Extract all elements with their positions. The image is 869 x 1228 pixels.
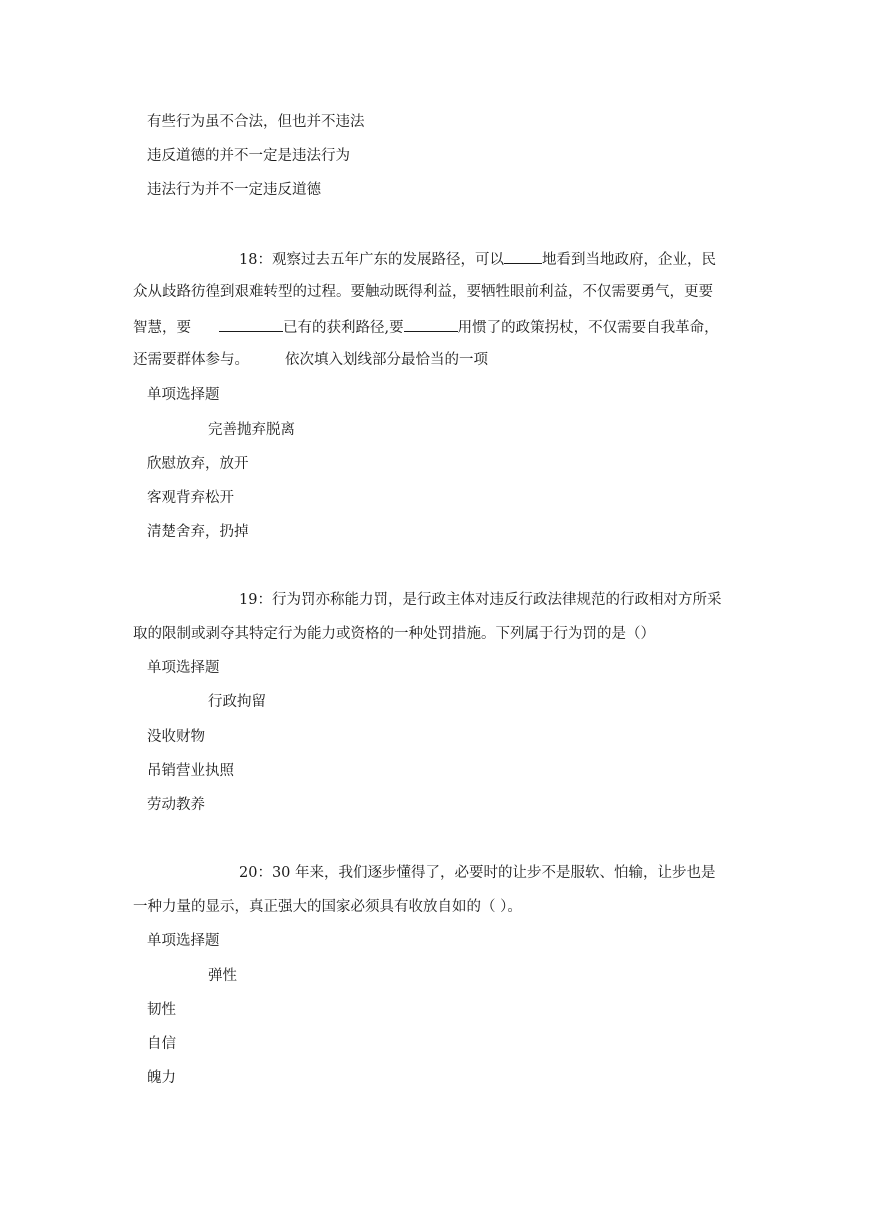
q18-stem-line-4 — [133, 350, 488, 370]
q18-question-type: 单项选择题 — [147, 387, 220, 403]
q19-option-a: 行政拘留 — [208, 694, 266, 710]
q20-option-c: 自信 — [147, 1036, 176, 1052]
q20-question-type: 单项选择题 — [147, 933, 220, 949]
q18-stem-line-2: 众从歧路彷徨到艰难转型的过程。要触动既得利益，要牺牲眼前利益，不仅需要勇气，更要 — [133, 284, 713, 300]
q18-blank-2 — [219, 316, 283, 332]
q18-stem-text: 智慧，要 — [133, 320, 191, 336]
q18-stem-line-3 — [133, 316, 739, 338]
q18-stem-text: 地看到当地政府，企业，民 — [541, 252, 716, 268]
q18-option-d: 清楚舍弃，扔掉 — [147, 524, 249, 540]
q20-stem-line-2: 一种力量的显示，真正强大的国家必须具有收放自如的（ ）。 — [133, 899, 522, 915]
prev-option-1: 有些行为虽不合法，但也并不违法 — [147, 114, 365, 130]
q18-stem-text: 18：观察过去五年广东的发展路径，可以 — [239, 252, 504, 268]
q18-stem-text: 用惯了的政策拐杖，不仅需要自我革命， — [457, 320, 719, 336]
q19-stem-line-2: 取的限制或剥夺其特定行为能力或资格的一种处罚措施。下列属于行为罚的是（） — [133, 626, 655, 642]
q19-option-b: 没收财物 — [147, 729, 205, 745]
q18-blank-3 — [404, 316, 458, 332]
q18-blank-1 — [504, 248, 542, 264]
q18-option-c: 客观背弃松开 — [147, 490, 234, 506]
q19-stem-line-1: 19：行为罚亦称能力罚，是行政主体对违反行政法律规范的行政相对方所采 — [239, 592, 722, 608]
q18-stem-line-1 — [239, 248, 716, 270]
q18-stem-text: 已有的获利路径,要 — [283, 320, 404, 336]
q20-option-b: 韧性 — [147, 1002, 176, 1018]
q18-option-b: 欣慰放弃，放开 — [147, 456, 249, 472]
prev-option-3: 违法行为并不一定违反道德 — [147, 182, 321, 198]
q20-option-a: 弹性 — [208, 968, 237, 984]
q19-question-type: 单项选择题 — [147, 660, 220, 676]
q18-option-a: 完善抛弃脱离 — [208, 422, 295, 438]
prev-option-2: 违反道德的并不一定是违法行为 — [147, 148, 350, 164]
q18-stem-text: 依次填入划线部分最恰当的一项 — [285, 352, 488, 368]
q19-option-c: 吊销营业执照 — [147, 763, 234, 779]
q18-stem-text: 还需要群体参与。 — [133, 352, 249, 368]
q20-stem-line-1: 20：30 年来，我们逐步懂得了，必要时的让步不是服软、怕输，让步也是 — [239, 865, 716, 881]
q19-option-d: 劳动教养 — [147, 797, 205, 813]
q20-option-d: 魄力 — [147, 1070, 176, 1086]
